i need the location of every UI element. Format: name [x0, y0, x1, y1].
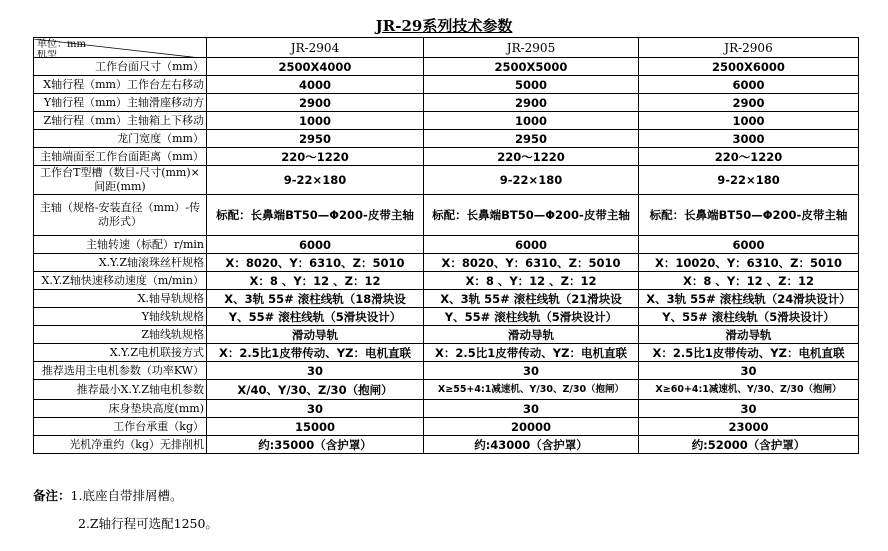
- row-label: 工作台面尺寸（mm）: [34, 58, 207, 76]
- row-label: Y轴线轨规格: [34, 308, 207, 326]
- spec-value-cell: 2900: [207, 94, 424, 112]
- model-header: JR-2905: [424, 38, 639, 58]
- spec-value-cell: X、3轨 55# 滚柱线轨（18滑块设: [207, 290, 424, 308]
- spec-value-cell: 30: [424, 400, 639, 418]
- spec-value-cell: Y、55# 滚柱线轨（5滑块设计）: [639, 308, 859, 326]
- spec-value-cell: 20000: [424, 418, 639, 436]
- row-label: 推荐选用主电机参数（功率KW）: [34, 362, 207, 380]
- row-label: 推荐最小X.Y.Z轴电机参数: [34, 380, 207, 400]
- spec-value-cell: 2950: [424, 130, 639, 148]
- notes-line-1: [33, 486, 182, 504]
- spec-value-cell: X：8 、Y：12 、Z：12: [639, 272, 859, 290]
- spec-value-cell: 2900: [424, 94, 639, 112]
- spec-table: [33, 37, 859, 454]
- spec-value-cell: 滑动导轨: [207, 326, 424, 344]
- table-row: [34, 254, 859, 272]
- table-row: [34, 130, 859, 148]
- table-row: [34, 148, 859, 166]
- table-row: [34, 400, 859, 418]
- row-label: 工作台T型槽（数目-尺寸(mm)×间距(mm): [34, 166, 207, 195]
- spec-value-cell: X：2.5比1皮带传动、YZ：电机直联: [639, 344, 859, 362]
- spec-value-cell: X≥60+4:1减速机、Y/30、Z/30（抱闸）: [639, 380, 859, 400]
- spec-value-cell: 220～1220: [207, 148, 424, 166]
- table-row: [34, 290, 859, 308]
- table-row: [34, 418, 859, 436]
- spec-value-cell: 标配：长鼻端BT50—Φ200-皮带主轴: [207, 195, 424, 236]
- spec-value-cell: X：8020、Y：6310、Z：5010: [424, 254, 639, 272]
- row-label: 光机净重约（kg）无排削机: [34, 436, 207, 454]
- row-label: 主轴转速（标配）r/min: [34, 236, 207, 254]
- spec-value-cell: 标配：长鼻端BT50—Φ200-皮带主轴: [424, 195, 639, 236]
- row-label: Y轴行程（mm）主轴滑座移动方: [34, 94, 207, 112]
- row-label: X.Y.Z电机联接方式: [34, 344, 207, 362]
- row-label: X.轴导轨规格: [34, 290, 207, 308]
- spec-value-cell: 2950: [207, 130, 424, 148]
- table-row: [34, 308, 859, 326]
- row-label: X.Y.Z轴滚珠丝杆规格: [34, 254, 207, 272]
- spec-value-cell: 6000: [207, 236, 424, 254]
- spec-value-cell: X：2.5比1皮带传动、YZ：电机直联: [207, 344, 424, 362]
- spec-value-cell: X、3轨 55# 滚柱线轨（21滑块设: [424, 290, 639, 308]
- spec-value-cell: 3000: [639, 130, 859, 148]
- spec-value-cell: 30: [207, 362, 424, 380]
- corner-unit-label: 单位：mm: [37, 38, 86, 50]
- spec-value-cell: X：8 、Y：12 、Z：12: [424, 272, 639, 290]
- spec-value-cell: 滑动导轨: [639, 326, 859, 344]
- spec-value-cell: 1000: [639, 112, 859, 130]
- spec-value-cell: 220～1220: [639, 148, 859, 166]
- notes-label: 备注：: [33, 488, 71, 503]
- note-item: 2.Z轴行程可选配1250。: [78, 516, 218, 531]
- spec-value-cell: 6000: [639, 76, 859, 94]
- spec-value-cell: 2500X6000: [639, 58, 859, 76]
- table-row: [34, 58, 859, 76]
- spec-value-cell: 1000: [424, 112, 639, 130]
- row-label: X.Y.Z轴快速移动速度（m/min）: [34, 272, 207, 290]
- table-row: [34, 436, 859, 454]
- spec-value-cell: 220～1220: [424, 148, 639, 166]
- table-row: [34, 236, 859, 254]
- table-row: [34, 272, 859, 290]
- spec-value-cell: 30: [207, 400, 424, 418]
- spec-value-cell: X：2.5比1皮带传动、YZ：电机直联: [424, 344, 639, 362]
- spec-value-cell: 9-22×180: [424, 166, 639, 195]
- spec-value-cell: 约:52000（含护罩）: [639, 436, 859, 454]
- spec-value-cell: 1000: [207, 112, 424, 130]
- model-header: JR-2904: [207, 38, 424, 58]
- spec-value-cell: 30: [424, 362, 639, 380]
- row-label: Z轴线轨规格: [34, 326, 207, 344]
- spec-value-cell: 滑动导轨: [424, 326, 639, 344]
- spec-value-cell: 9-22×180: [639, 166, 859, 195]
- row-label: 工作台承重（kg）: [34, 418, 207, 436]
- spec-value-cell: Y、55# 滚柱线轨（5滑块设计）: [207, 308, 424, 326]
- spec-value-cell: 4000: [207, 76, 424, 94]
- table-row: [34, 112, 859, 130]
- model-header: JR-2906: [639, 38, 859, 58]
- spec-value-cell: 9-22×180: [207, 166, 424, 195]
- note-item: 1.底座自带排屑槽。: [70, 488, 183, 503]
- table-row: [34, 344, 859, 362]
- spec-value-cell: X：10020、Y：6310、Z：5010: [639, 254, 859, 272]
- row-label: X轴行程（mm）工作台左右移动: [34, 76, 207, 94]
- spec-value-cell: X：8020、Y：6310、Z：5010: [207, 254, 424, 272]
- spec-value-cell: 6000: [424, 236, 639, 254]
- table-row: [34, 94, 859, 112]
- spec-value-cell: 15000: [207, 418, 424, 436]
- row-label: 龙门宽度（mm）: [34, 130, 207, 148]
- spec-value-cell: 约:35000（含护罩）: [207, 436, 424, 454]
- spec-value-cell: 30: [639, 400, 859, 418]
- spec-value-cell: X：8 、Y：12 、Z：12: [207, 272, 424, 290]
- table-row: [34, 326, 859, 344]
- spec-value-cell: 30: [639, 362, 859, 380]
- spec-value-cell: 5000: [424, 76, 639, 94]
- spec-value-cell: 2900: [639, 94, 859, 112]
- table-row: [34, 362, 859, 380]
- table-row: [34, 166, 859, 195]
- spec-value-cell: X/40、Y/30、Z/30（抱闸）: [207, 380, 424, 400]
- spec-value-cell: 标配：长鼻端BT50—Φ200-皮带主轴: [639, 195, 859, 236]
- spec-value-cell: X≥55+4:1减速机、Y/30、Z/30（抱闸）: [424, 380, 639, 400]
- spec-value-cell: 约:43000（含护罩）: [424, 436, 639, 454]
- table-row: [34, 76, 859, 94]
- spec-value-cell: X、3轨 55# 滚柱线轨（24滑块设计）: [639, 290, 859, 308]
- table-row: [34, 380, 859, 400]
- row-label: Z轴行程（mm）主轴箱上下移动: [34, 112, 207, 130]
- row-label: 主轴（规格-安装直径（mm）-传动形式）: [34, 195, 207, 236]
- spec-value-cell: 23000: [639, 418, 859, 436]
- spec-table-body: [34, 38, 859, 454]
- row-label: 主轴端面至工作台面距离（mm）: [34, 148, 207, 166]
- spec-value-cell: 6000: [639, 236, 859, 254]
- notes-line-2: [78, 514, 218, 532]
- corner-cell: [34, 38, 207, 58]
- spec-value-cell: 2500X5000: [424, 58, 639, 76]
- document-title: JR-29系列技术参数: [375, 17, 513, 35]
- spec-value-cell: Y、55# 滚柱线轨（5滑块设计）: [424, 308, 639, 326]
- corner-model-label: 机型: [37, 49, 57, 57]
- row-label: 床身垫块高度(mm): [34, 400, 207, 418]
- table-row: [34, 195, 859, 236]
- header-row: [34, 38, 859, 58]
- spec-value-cell: 2500X4000: [207, 58, 424, 76]
